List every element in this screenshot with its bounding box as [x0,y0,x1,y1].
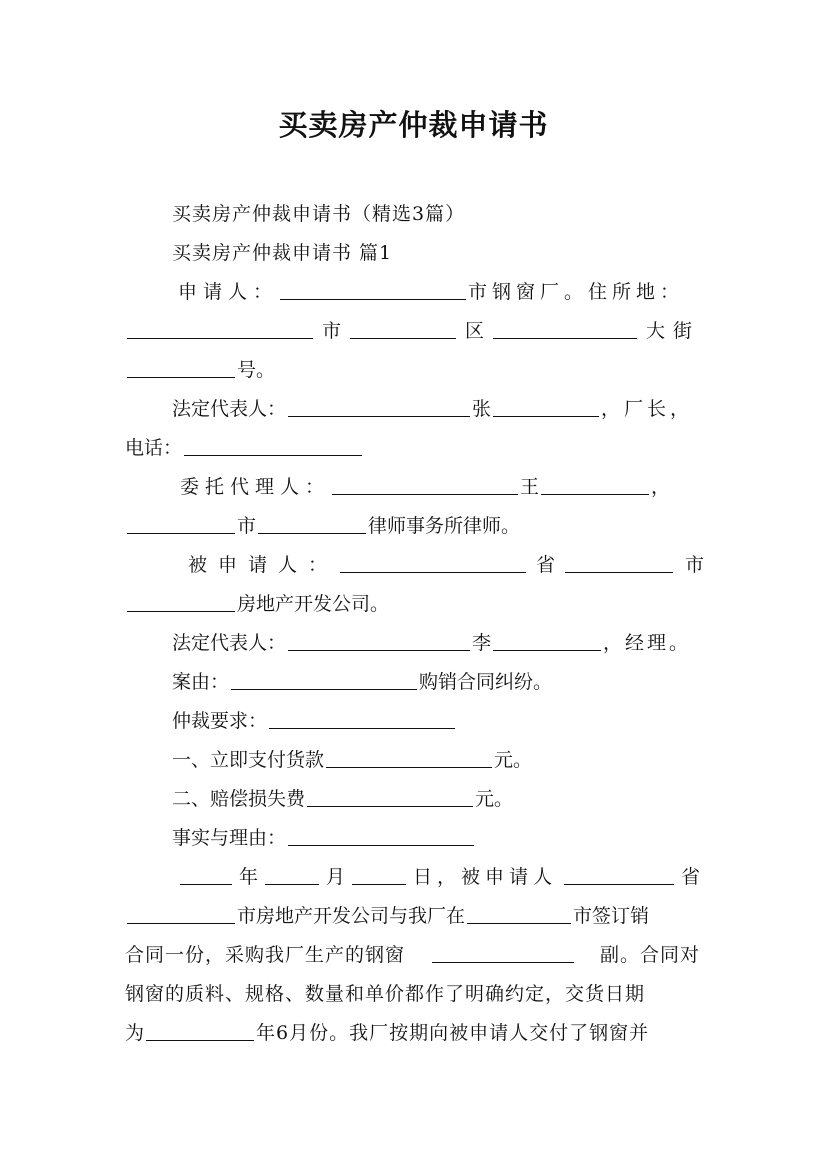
text: 李 [472,632,492,654]
text: 二、赔偿损失费 [172,788,306,810]
text: 案由： [172,671,230,693]
text: 申请人： [178,281,279,303]
text: 购销合同纠纷。 [419,671,553,693]
doc-line [172,238,392,264]
fill-blank [146,1022,254,1041]
section-heading: 买卖房产仲裁申请书 篇1 [172,242,393,264]
text: 法定代表人： [172,398,287,420]
doc-line [125,316,700,342]
text: 被申请人： [188,554,339,576]
fill-blank [350,320,456,339]
fill-blank [432,944,574,963]
doc-line [125,901,649,927]
doc-line [125,511,520,537]
document-title: 买卖房产仲裁申请书 [278,108,549,142]
doc-line [172,745,532,771]
text: 市签订销 [573,905,650,927]
doc-line [172,628,691,654]
text: 年 [238,866,258,888]
doc-line [125,979,645,1005]
text: 大街 [645,320,700,342]
text: 房地产开发公司。 [237,593,390,615]
fill-blank [280,281,466,300]
text: 月 [325,866,345,888]
text: 委托代理人： [180,476,331,498]
text: 市房地产开发公司与我厂在 [237,905,466,927]
text: 钢窗的质料、规格、数量和单价都作了明确约定，交货日期 [125,983,646,1005]
fill-blank [565,554,673,573]
doc-line [125,433,364,459]
doc-line [125,1018,649,1044]
fill-blank [467,905,571,924]
text: 元。 [475,788,514,810]
fill-blank [340,554,526,573]
fill-blank [541,476,649,495]
fill-blank [180,866,232,885]
doc-line [178,277,684,303]
text: 年6月份。我厂按期向被申请人交付了钢窗并 [256,1022,650,1044]
text: 市 [237,515,257,537]
text: 元。 [494,749,533,771]
doc-line [172,667,552,693]
fill-blank [184,437,362,456]
doc-line [172,706,457,732]
fill-blank [332,476,518,495]
text: 张 [472,398,492,420]
text: 合同一份，采购我厂生产的钢窗 [125,944,406,966]
fill-blank [127,320,313,339]
text: 法定代表人： [172,632,287,654]
doc-line [180,472,670,498]
doc-line [125,940,700,966]
fill-blank [269,710,455,729]
fill-blank [127,593,235,612]
text: 仲裁要求： [172,710,268,732]
fill-blank [265,866,319,885]
doc-line [188,550,704,576]
text: 一、立即支付货款 [172,749,325,771]
fill-blank [564,866,674,885]
fill-blank [288,632,470,651]
text: 号。 [237,359,276,381]
fill-blank [127,905,235,924]
text: 省 [536,554,556,576]
doc-line [125,589,389,615]
subtitle-text: 买卖房产仲裁申请书（精选3篇） [172,203,466,225]
text: ， [651,476,671,498]
text: 市钢窗厂。住所地： [468,281,685,303]
text: 副。合同对 [599,944,700,966]
text: 市 [321,320,341,342]
text: 电话： [125,437,183,459]
fill-blank [493,320,637,339]
text: 省 [680,866,700,888]
text: 市 [685,554,705,576]
fill-blank [493,632,601,651]
fill-blank [326,749,492,768]
fill-blank [288,398,470,417]
fill-blank [307,788,473,807]
fill-blank [127,515,235,534]
fill-blank [352,866,406,885]
text: 区 [464,320,484,342]
fill-blank [127,359,235,378]
text: 王 [520,476,540,498]
doc-line [172,784,513,810]
doc-line [172,394,693,420]
text: 事实与理由： [172,827,287,849]
text: 律师事务所律师。 [368,515,521,537]
fill-blank [231,671,417,690]
doc-line [172,823,476,849]
text: ，厂长， [601,398,694,420]
text: ，经理。 [603,632,692,654]
fill-blank [258,515,366,534]
doc-line [125,355,275,381]
doc-line [178,862,700,888]
fill-blank [493,398,599,417]
text: 日，被申请人 [412,866,557,888]
doc-line [172,199,465,225]
fill-blank [288,827,474,846]
text: 为 [125,1022,145,1044]
